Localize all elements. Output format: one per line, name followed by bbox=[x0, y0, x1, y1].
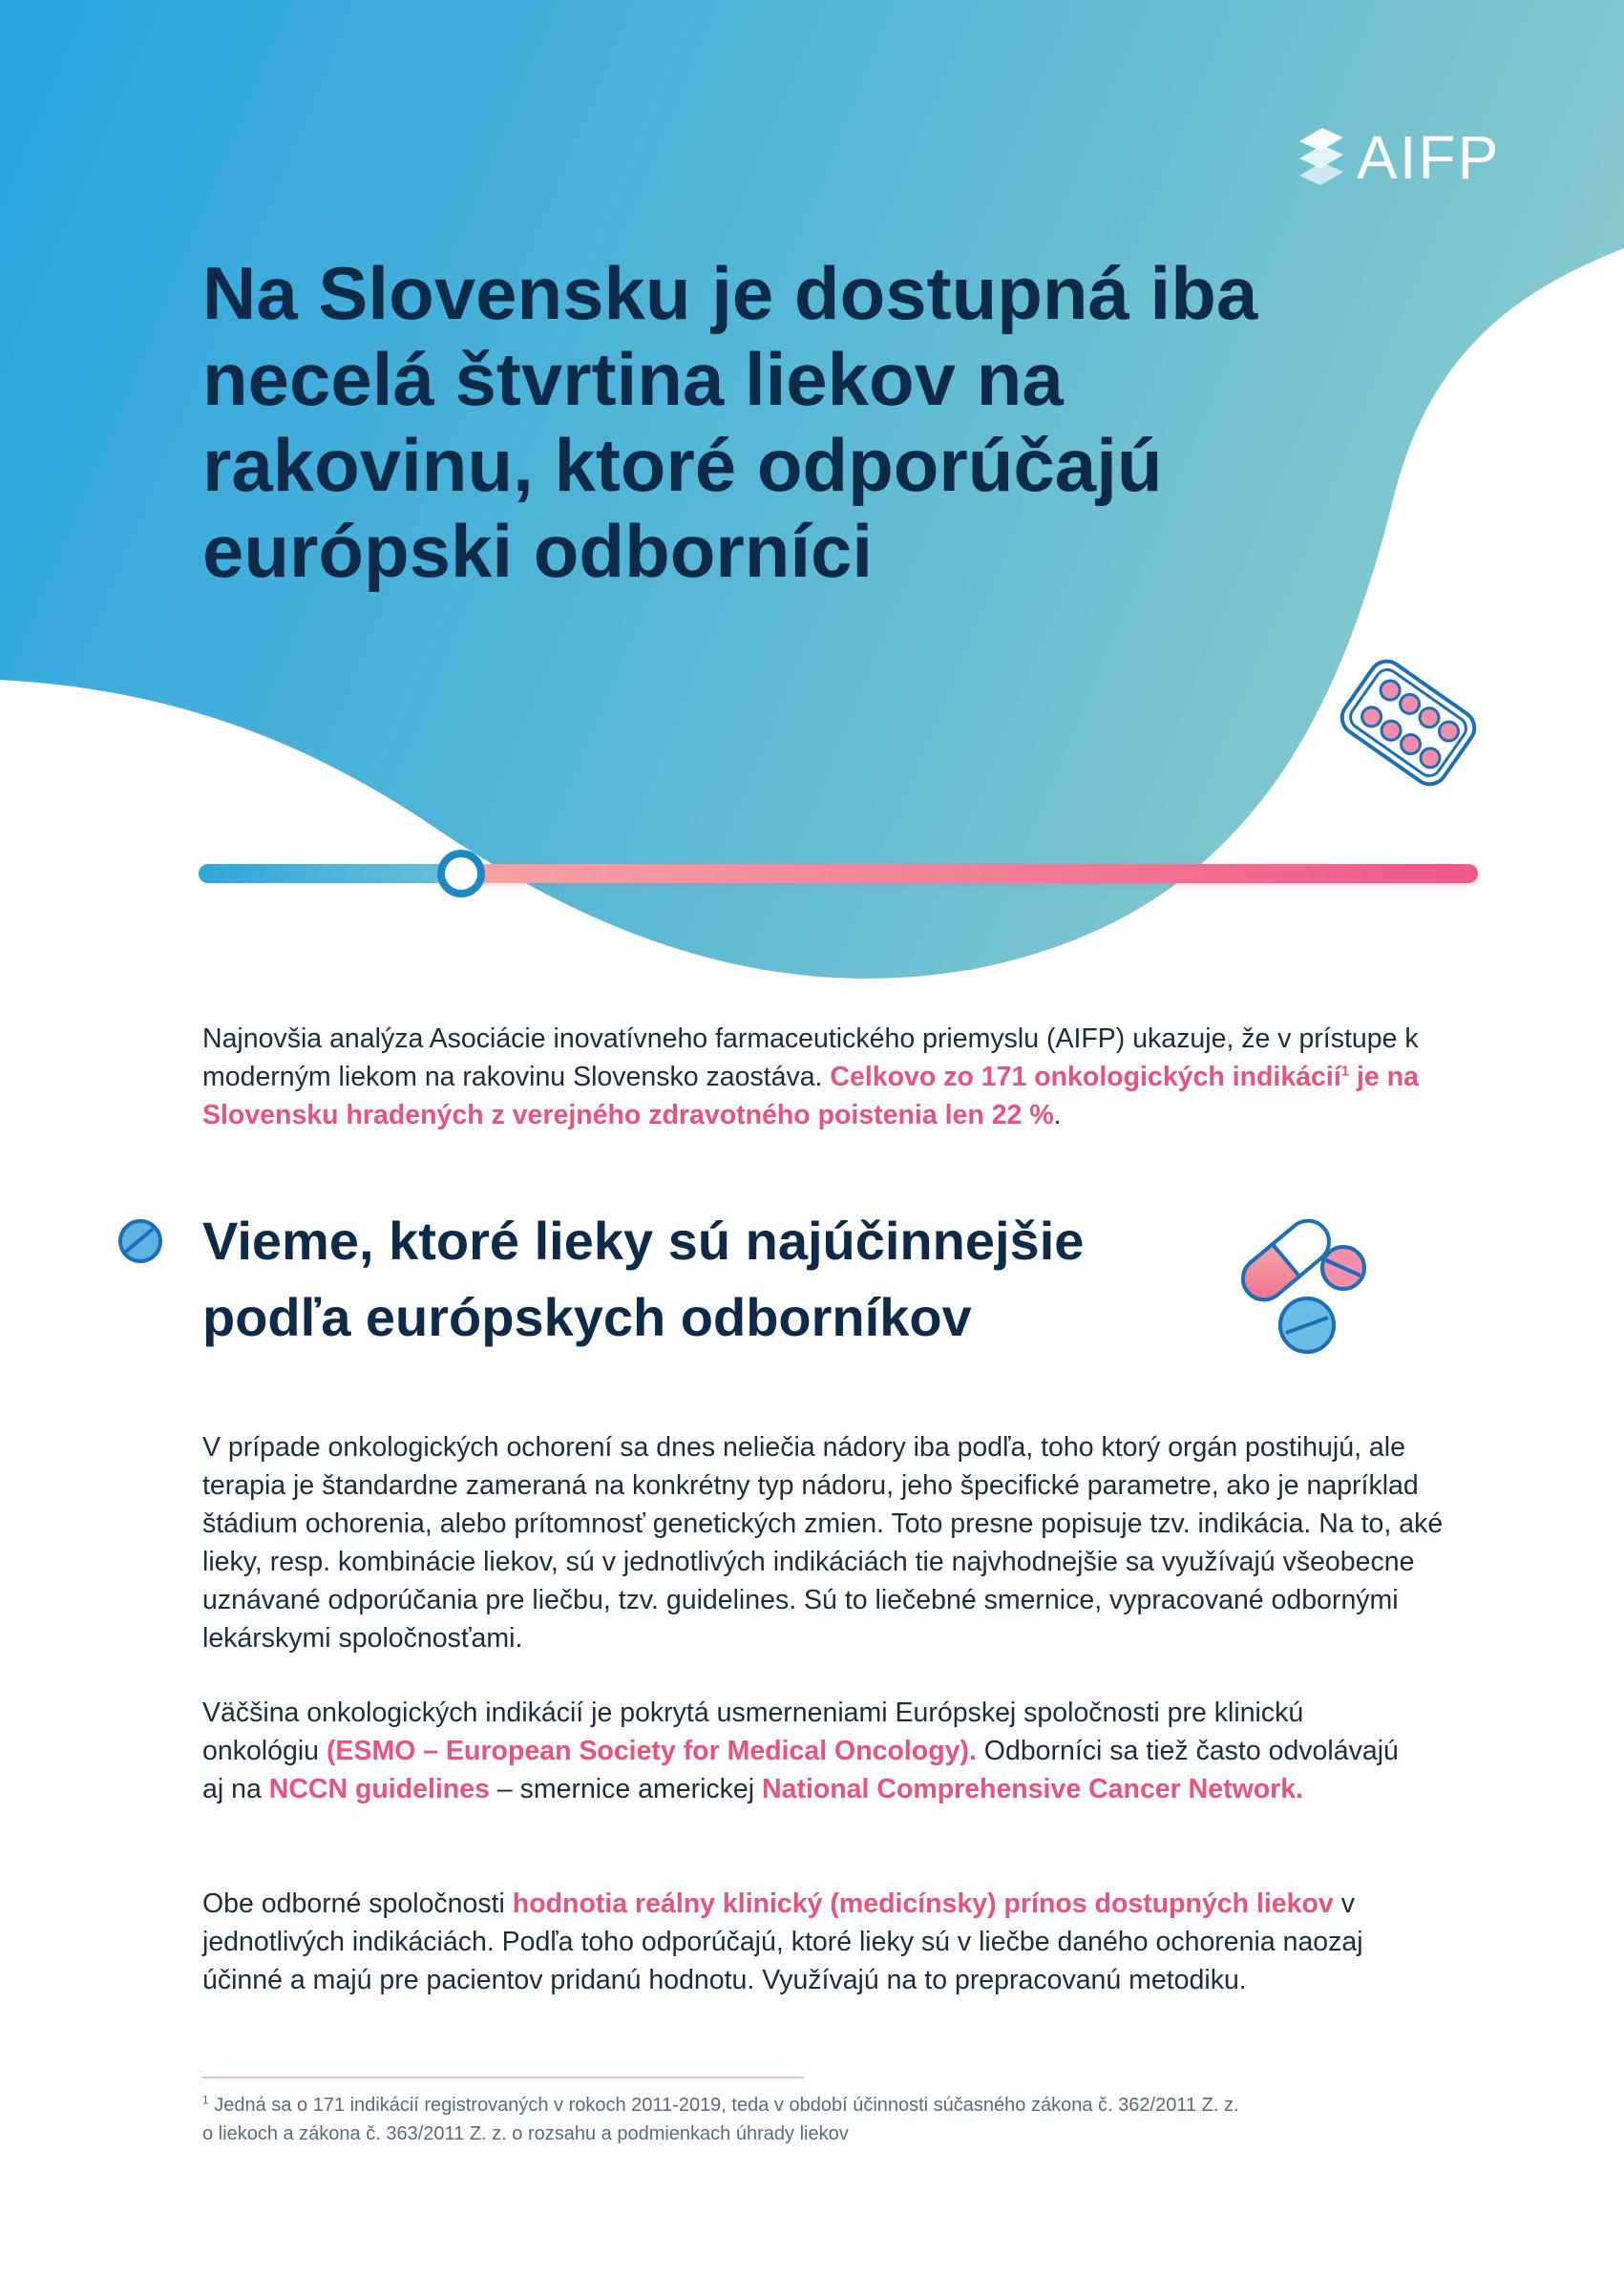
p3-text-a: Obe odborné spoločnosti bbox=[202, 1888, 513, 1919]
intro-text: Najnovšia analýza Asociácie inovatívneho farmaceutického priemyslu (AIFP) ukazuje, že v prístupe k moderným liekom na rakovinu Slovensko zaostáva. bbox=[202, 1023, 1419, 1092]
intro-paragraph bbox=[202, 1020, 1434, 1134]
body-paragraph-1: V prípade onkologických ochorení sa dnes neliečia nádory iba podľa, toho ktorý orgán postihujú, ale terapia je štandardne zameraná na konkrétny typ nádoru, jeho špecifické parametre, ako je napríklad štádium ochorenia, alebo prítomnosť genetických zmien. Toto presne popisuje tzv. indikácia. Na to, aké lieky, resp. kombinácie liekov, sú v jednotlivých indikáciách tie najvhodnejšie sa využívajú všeobecne uznávané odporúčania pre liečbu, tzv. guidelines. Sú to liečebné smernice, vypracované odbornými lekárskymi spoločnosťami. bbox=[202, 1432, 1444, 1654]
footnote-mark: 1 bbox=[1340, 1063, 1350, 1080]
section-title: Vieme, ktoré lieky sú najúčinnejšie podľa európskych odborníkov bbox=[202, 1211, 1085, 1347]
capsule-pills-icon bbox=[1227, 1201, 1399, 1363]
benefit-highlight: hodnotia reálny klinický (medicínsky) prínos dostupných liekov bbox=[512, 1888, 1334, 1919]
pill-bullet-icon bbox=[116, 1217, 164, 1265]
nccn-highlight: NCCN guidelines bbox=[268, 1774, 490, 1804]
p3-text-b: v jednotlivých indikáciách. Podľa toho odporúčajú, ktoré lieky sú v liečbe daného ochorenia naozaj účinné a majú pre pacientov pridanú hodnotu. Využívajú na to prepracovanú metodiku. bbox=[202, 1888, 1363, 1995]
body-paragraph-2 bbox=[202, 1694, 1415, 1808]
intro-text-end: . bbox=[1053, 1100, 1062, 1130]
p2-text-b: Odborníci sa tiež často odvolávajú aj na bbox=[202, 1736, 1399, 1804]
nccn-network-highlight: National Comprehensive Cancer Network. bbox=[762, 1774, 1304, 1804]
progress-bar-remaining bbox=[466, 864, 1478, 883]
footnote-divider bbox=[202, 2077, 804, 2078]
blister-pack-icon bbox=[1327, 642, 1489, 804]
body-paragraph-3 bbox=[202, 1885, 1444, 1999]
footnote-text: Jedná sa o 171 indikácií registrovaných v rokoch 2011-2019, teda v období účinnosti súčasného zákona č. 362/2011 Z. z. o liekoch a zákona č. 363/2011 Z. z. o rozsahu a podmienkach úhrady liekov bbox=[202, 2095, 1239, 2144]
p2-text-a: Väčšina onkologických indikácií je pokrytá usmerneniami Európskej spoločnosti pre klinickú onkológiu bbox=[202, 1698, 1304, 1766]
footnote-number: 1 bbox=[202, 2093, 209, 2107]
esmo-highlight: (ESMO – European Society for Medical Oncology). bbox=[326, 1736, 977, 1766]
page-title: Na Slovensku je dostupná iba necelá štvrtina liekov na rakovinu, ktoré odporúčajú európski odborníci bbox=[202, 251, 1258, 593]
progress-bar-filled bbox=[199, 864, 475, 883]
footnote bbox=[202, 2091, 1253, 2148]
progress-knob bbox=[437, 850, 485, 897]
intro-highlight-text-2: je na Slovensku hradených z verejného zdravotného poistenia len 22 % bbox=[202, 1062, 1419, 1130]
logo-text: AIFP bbox=[1357, 123, 1501, 192]
progress-bar bbox=[199, 850, 1478, 897]
intro-highlight-text-1: Celkovo zo 171 onkologických indikácií bbox=[830, 1062, 1341, 1092]
aifp-logo-icon bbox=[1294, 124, 1349, 191]
aifp-logo bbox=[1294, 122, 1500, 193]
p2-text-c: – smernice americkej bbox=[489, 1774, 763, 1804]
